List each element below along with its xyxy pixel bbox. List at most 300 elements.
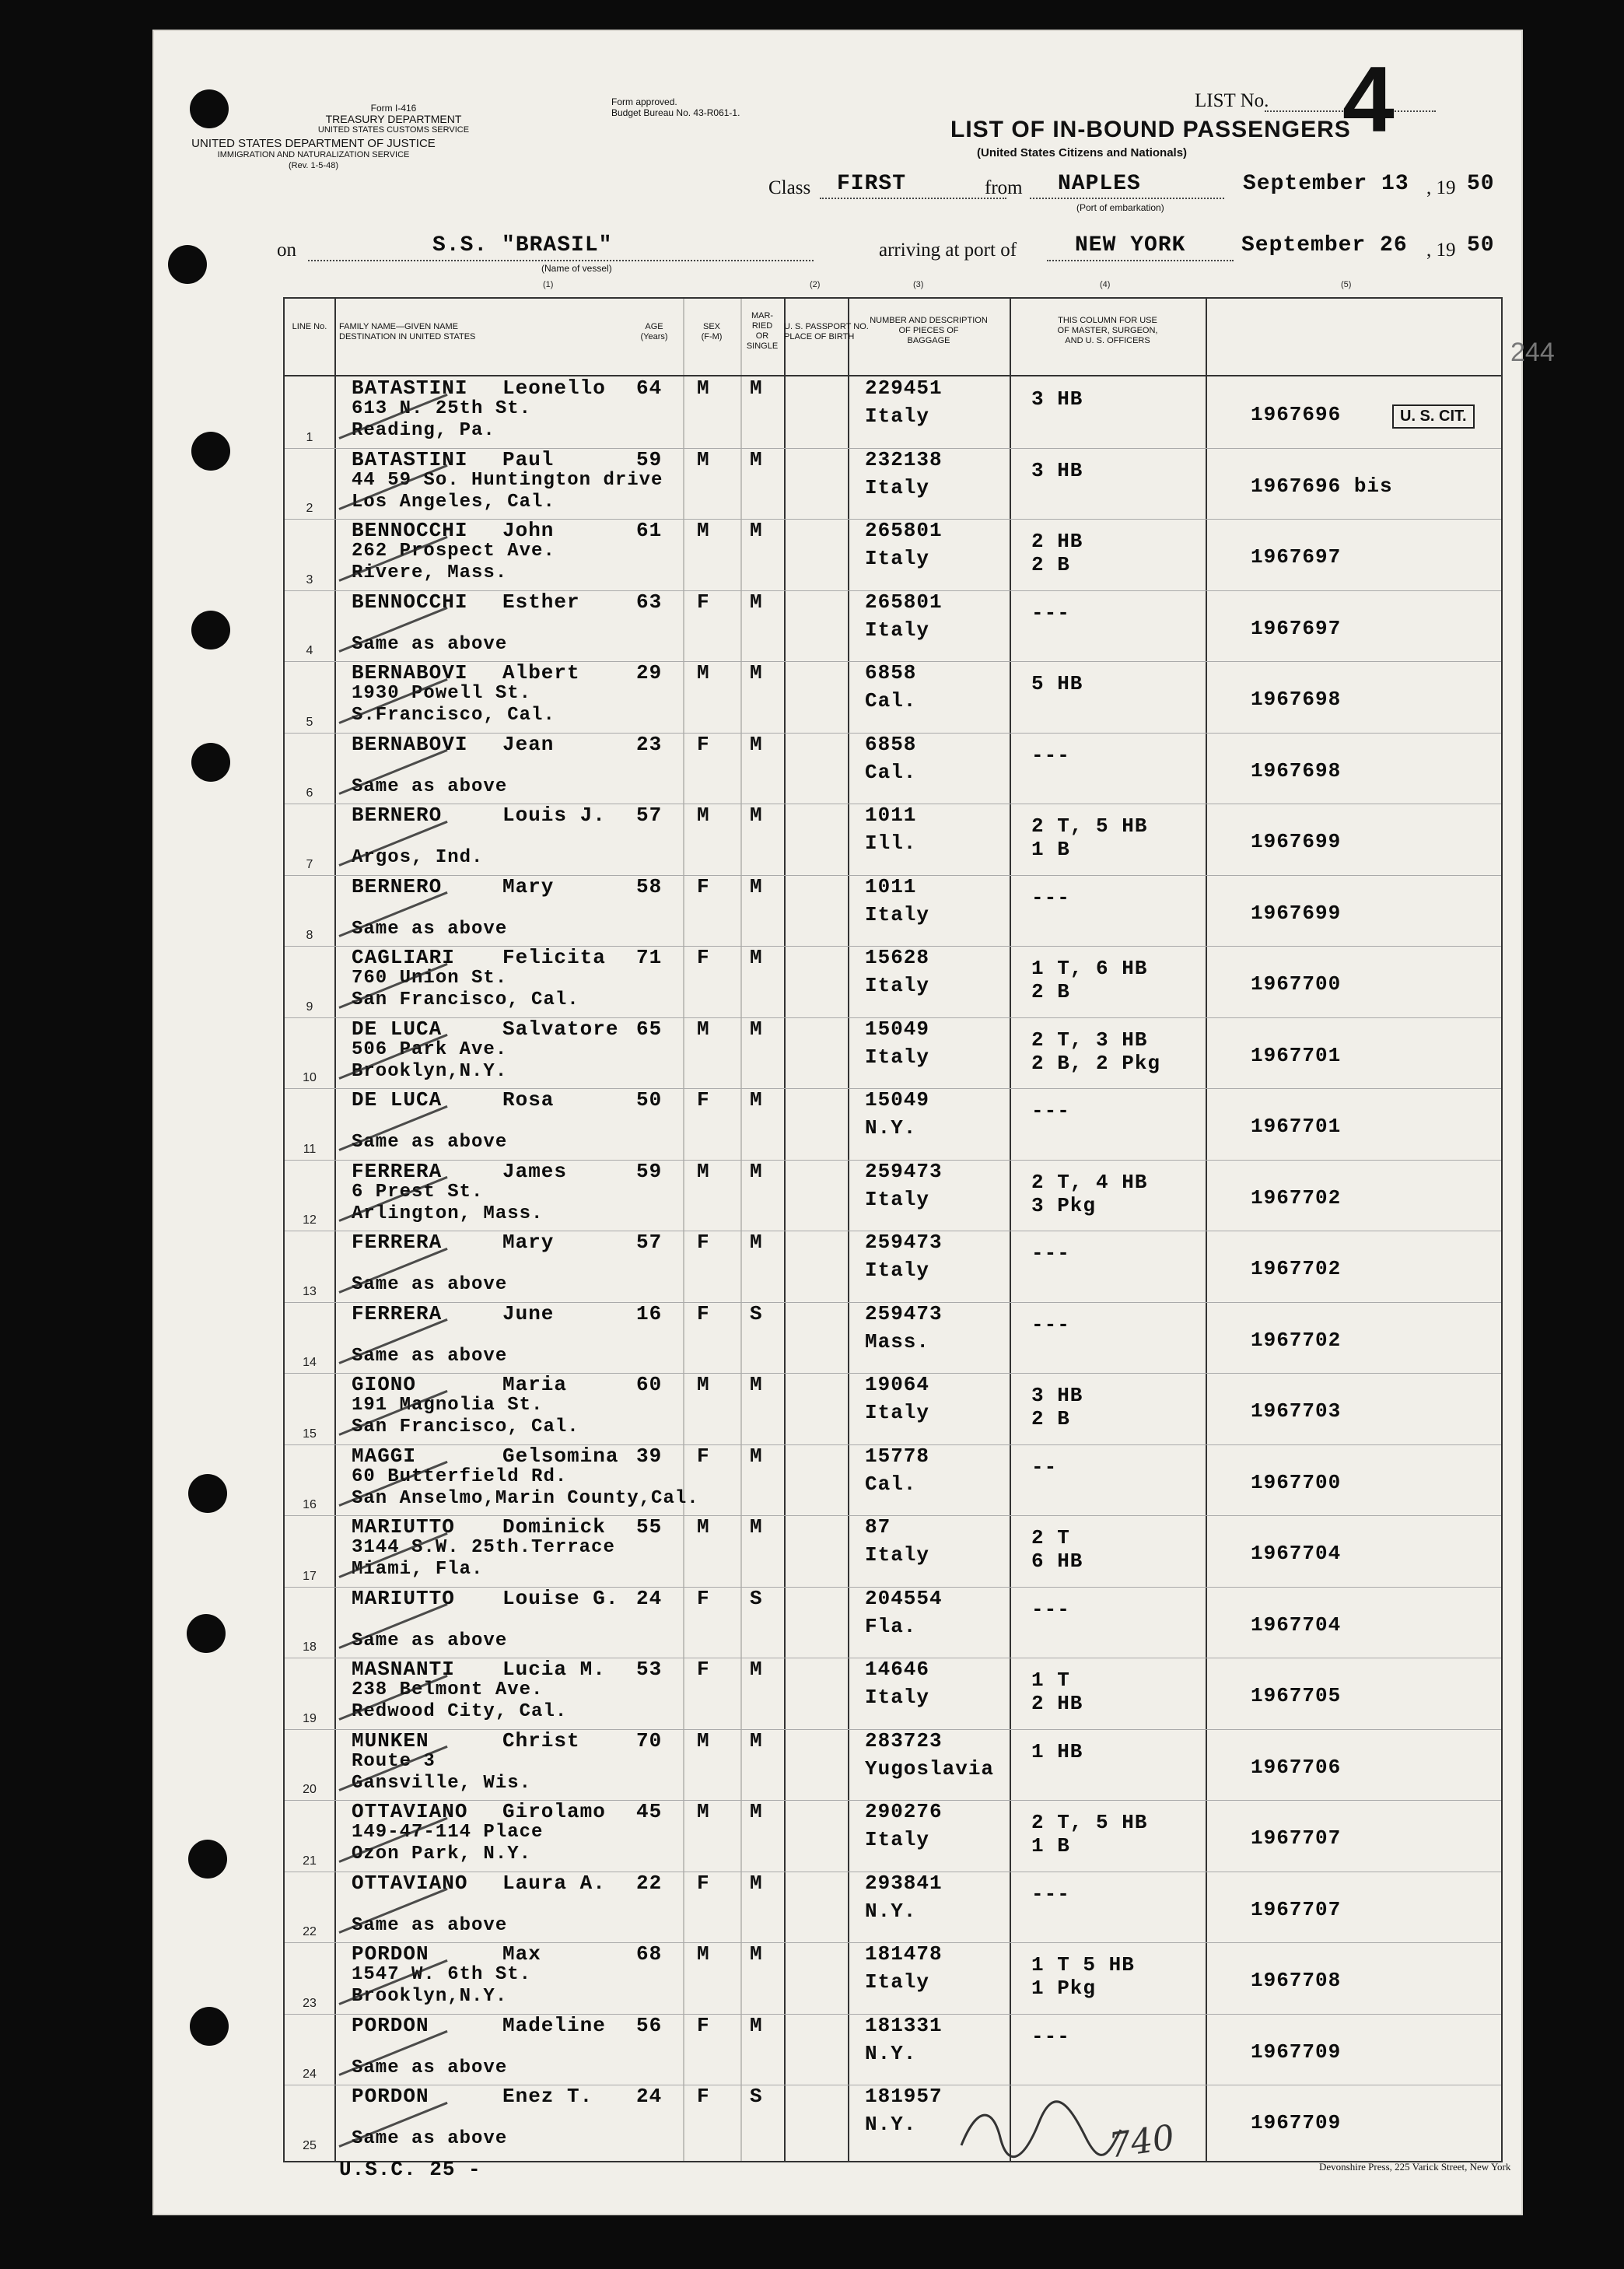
table-row	[285, 1088, 1501, 1160]
sex: M	[697, 1373, 710, 1396]
given-name: Christ	[502, 1728, 580, 1753]
baggage-line-1: 1 T 5 HB	[1031, 1953, 1135, 1977]
age: 55	[636, 1515, 663, 1539]
given-name: Enez T.	[502, 2085, 593, 2108]
place-of-birth: Italy	[865, 1045, 930, 1069]
header-name: FAMILY NAME—GIVEN NAME DESTINATION IN UNITED STATES	[339, 322, 476, 341]
baggage-line-2: 3 Pkg	[1031, 1193, 1097, 1217]
officer-number: 1967700	[1251, 972, 1342, 996]
given-name: Lucia M.	[502, 1658, 606, 1681]
given-name: Girolamo	[502, 1800, 606, 1823]
place-of-birth: Italy	[865, 974, 930, 997]
address-line-2: S.Francisco, Cal.	[352, 705, 555, 726]
table-row	[285, 1231, 1501, 1302]
sex: M	[697, 447, 710, 471]
address-line-2: Redwood City, Cal.	[352, 1701, 568, 1722]
passport-number: 14646	[865, 1658, 930, 1681]
list-number: 4	[1342, 47, 1395, 152]
officer-number: 1967709	[1251, 2040, 1342, 2064]
officer-number: 1967706	[1251, 1755, 1342, 1779]
punch-hole	[190, 2007, 229, 2046]
address-line-2: Argos, Ind.	[352, 847, 484, 868]
form-title: LIST OF IN-BOUND PASSENGERS	[950, 117, 1351, 142]
given-name: Rosa	[502, 1088, 555, 1112]
row-separator	[285, 1515, 1501, 1516]
passport-number: 259473	[865, 1301, 943, 1325]
baggage-line-2: 2 HB	[1031, 1692, 1083, 1715]
sex: M	[697, 519, 710, 542]
sex: M	[697, 1017, 710, 1041]
from-label: from	[985, 177, 1023, 198]
age: 61	[636, 519, 663, 542]
family-name: FERRERA	[352, 1301, 443, 1325]
sex: M	[697, 1800, 710, 1823]
punch-hole	[190, 89, 229, 128]
address-line-2: Same as above	[352, 1274, 508, 1295]
given-name: Paul	[502, 447, 555, 471]
sex: F	[697, 946, 710, 969]
officer-number: 1967699	[1251, 901, 1342, 925]
address-line-1: 506 Park Ave.	[352, 1038, 508, 1060]
officer-number: 1967708	[1251, 1969, 1342, 1992]
line-number: 16	[303, 1498, 317, 1511]
address-line-1: 44 59 So. Huntington drive	[352, 469, 663, 491]
address-line-2: Same as above	[352, 2128, 508, 2149]
table-row	[285, 448, 1501, 520]
table-row	[285, 1942, 1501, 2014]
baggage-line-1: ---	[1031, 743, 1070, 767]
line-number: 7	[306, 857, 313, 871]
age: 22	[636, 1871, 663, 1895]
given-name: Jean	[502, 732, 555, 756]
line-number: 10	[303, 1071, 317, 1084]
line-number: 15	[303, 1427, 317, 1441]
passport-number: 204554	[865, 1586, 943, 1610]
passport-number: 229451	[865, 376, 943, 400]
given-name: June	[502, 1301, 555, 1325]
table-row	[285, 519, 1501, 590]
embark-port-value: NAPLES	[1058, 172, 1141, 196]
address-line-2: Los Angeles, Cal.	[352, 491, 555, 513]
signature-number: 740	[1106, 2117, 1178, 2166]
us-citizen-stamp: U. S. CIT.	[1392, 404, 1475, 429]
family-name: MARIUTTO	[352, 1515, 455, 1539]
family-name: BENNOCCHI	[352, 519, 468, 542]
address-line-1: 60 Butterfield Rd.	[352, 1465, 568, 1487]
passport-number: 6858	[865, 661, 917, 685]
table-row	[285, 376, 1501, 448]
place-of-birth: Italy	[865, 547, 930, 570]
officer-number: 1967696 bis	[1251, 474, 1393, 498]
baggage-line-2: 1 B	[1031, 838, 1070, 861]
table-row	[285, 1800, 1501, 1872]
arrival-year-prefix: , 19	[1426, 240, 1456, 261]
line-number: 2	[306, 502, 313, 515]
address-line-2: Same as above	[352, 776, 508, 797]
sex: M	[697, 804, 710, 827]
marital-status: M	[750, 1871, 763, 1895]
passport-number: 283723	[865, 1728, 943, 1753]
on-label: on	[277, 240, 296, 261]
address-line-2: Same as above	[352, 918, 508, 940]
line-number: 5	[306, 715, 313, 729]
officer-number: 1967704	[1251, 1612, 1342, 1637]
officer-number: 1967700	[1251, 1470, 1342, 1494]
passport-number: 1011	[865, 804, 917, 827]
officer-number: 1967707	[1251, 1826, 1342, 1850]
form-approval	[611, 96, 740, 118]
line-number: 1	[306, 430, 313, 444]
arrival-year: 50	[1467, 233, 1495, 257]
baggage-line-1: ---	[1031, 1597, 1070, 1621]
marital-status: S	[750, 1301, 763, 1325]
marital-status: M	[750, 1728, 763, 1753]
form-approved: Form approved.	[611, 96, 677, 107]
family-name: PORDON	[352, 2013, 429, 2037]
address-line-2: San Francisco, Cal.	[352, 1416, 579, 1437]
family-name: FERRERA	[352, 1159, 443, 1183]
passport-number: 15778	[865, 1444, 930, 1468]
marital-status: M	[750, 376, 763, 400]
budget-bureau: Budget Bureau No. 43-R061-1.	[611, 107, 740, 118]
justice-dept: UNITED STATES DEPARTMENT OF JUSTICE	[191, 137, 436, 150]
header-officers: THIS COLUMN FOR USE OF MASTER, SURGEON, AND U. S. OFFICERS	[1057, 316, 1158, 345]
given-name: Dominick	[502, 1515, 606, 1539]
departure-year-prefix: , 19	[1426, 177, 1456, 198]
marital-status: M	[750, 1373, 763, 1396]
punch-hole	[188, 1474, 227, 1513]
passport-number: 259473	[865, 1159, 943, 1183]
marital-status: S	[750, 1586, 763, 1610]
address-line-2: Brooklyn,N.Y.	[352, 1060, 508, 1082]
given-name: Felicita	[502, 946, 606, 969]
line-number: 21	[303, 1854, 317, 1868]
marital-status: M	[750, 1800, 763, 1823]
family-name: GIONO	[352, 1373, 417, 1396]
officer-number: 1967697	[1251, 616, 1342, 640]
given-name: Maria	[502, 1373, 568, 1396]
marital-status: M	[750, 732, 763, 756]
sex: F	[697, 874, 710, 898]
baggage-line-1: ---	[1031, 1312, 1070, 1336]
sex: M	[697, 1942, 710, 1966]
place-of-birth: Ill.	[865, 832, 917, 855]
sex: F	[697, 2085, 710, 2108]
header-married: MAR- RIED OR SINGLE	[746, 311, 779, 351]
place-of-birth: Mass.	[865, 1329, 930, 1353]
header-sex: SEX (F-M)	[701, 322, 723, 341]
age: 56	[636, 2013, 663, 2037]
age: 39	[636, 1444, 663, 1468]
officer-number: 1967703	[1251, 1399, 1342, 1423]
age: 53	[636, 1658, 663, 1681]
address-line-2: Same as above	[352, 1630, 508, 1651]
table-row	[285, 875, 1501, 947]
address-line-2: Miami, Fla.	[352, 1559, 484, 1580]
family-name: BATASTINI	[352, 447, 468, 471]
passport-number: 181478	[865, 1942, 943, 1966]
baggage-line-1: --	[1031, 1455, 1058, 1479]
officer-number: 1967701	[1251, 1043, 1342, 1067]
form-subtitle: (United States Citizens and Nationals)	[977, 146, 1188, 159]
marital-status: M	[750, 1444, 763, 1468]
place-of-birth: Italy	[865, 1543, 930, 1567]
baggage-line-1: 3 HB	[1031, 387, 1083, 411]
place-of-birth: N.Y.	[865, 1116, 917, 1140]
line-number: 3	[306, 573, 313, 587]
age: 57	[636, 804, 663, 827]
vessel-name: S.S. "BRASIL"	[432, 233, 613, 257]
place-of-birth: Italy	[865, 1686, 930, 1709]
age: 71	[636, 946, 663, 969]
family-name: CAGLIARI	[352, 946, 455, 969]
printer-imprint: Devonshire Press, 225 Varick Street, New York	[1319, 2161, 1511, 2173]
form-header-justice	[152, 138, 474, 171]
form-header-left	[277, 103, 510, 135]
sex: F	[697, 1871, 710, 1895]
marital-status: M	[750, 1942, 763, 1966]
table-row	[285, 590, 1501, 662]
baggage-line-2: 1 B	[1031, 1834, 1070, 1858]
address-line-2: Same as above	[352, 2057, 508, 2078]
passport-number: 290276	[865, 1800, 943, 1823]
given-name: Madeline	[502, 2013, 606, 2037]
table-row	[285, 1515, 1501, 1587]
place-of-birth: N.Y.	[865, 2113, 917, 2136]
treasury-dept: TREASURY DEPARTMENT	[325, 113, 462, 125]
marital-status: M	[750, 946, 763, 969]
place-of-birth: Yugoslavia	[865, 1756, 995, 1781]
marital-status: M	[750, 1515, 763, 1539]
officer-number: 1967696	[1251, 403, 1342, 426]
table-row	[285, 733, 1501, 804]
col-num-3: (3)	[913, 280, 924, 289]
marital-status: M	[750, 447, 763, 471]
age: 24	[636, 1586, 663, 1610]
baggage-line-2: 2 B	[1031, 1407, 1070, 1430]
marital-status: M	[750, 661, 763, 685]
sex: F	[697, 1658, 710, 1681]
officer-number: 1967699	[1251, 830, 1342, 853]
baggage-line-1: ---	[1031, 2024, 1070, 2048]
table-row	[285, 661, 1501, 733]
family-name: OTTAVIANO	[352, 1800, 468, 1823]
line-number: 18	[303, 1640, 317, 1654]
arriving-label: arriving at port of	[879, 240, 1017, 261]
col-num-4: (4)	[1100, 280, 1111, 289]
baggage-line-1: ---	[1031, 1099, 1070, 1122]
address-line-2: Same as above	[352, 1914, 508, 1936]
place-of-birth: Italy	[865, 902, 930, 926]
given-name: John	[502, 519, 555, 542]
given-name: Louise G.	[502, 1586, 619, 1610]
sex: M	[697, 661, 710, 685]
baggage-line-1: 2 T, 4 HB	[1031, 1170, 1148, 1194]
arrival-date: September 26	[1241, 233, 1408, 257]
place-of-birth: Cal.	[865, 689, 917, 713]
officer-number: 1967702	[1251, 1257, 1342, 1280]
marital-status: M	[750, 1017, 763, 1041]
place-of-birth: Fla.	[865, 1614, 917, 1638]
line-number: 22	[303, 1925, 317, 1938]
place-of-birth: Italy	[865, 1259, 930, 1282]
officer-number: 1967698	[1251, 758, 1342, 783]
sex: F	[697, 732, 710, 756]
passport-number: 15628	[865, 946, 930, 969]
line-number: 11	[303, 1142, 317, 1156]
officer-number: 1967698	[1251, 688, 1342, 711]
family-name: BERNERO	[352, 804, 443, 827]
officer-number: 1967702	[1251, 1185, 1342, 1210]
place-of-birth: Italy	[865, 404, 930, 428]
officer-number: 1967707	[1251, 1897, 1342, 1921]
baggage-line-1: 3 HB	[1031, 1384, 1083, 1407]
sex: F	[697, 1231, 710, 1254]
passenger-table	[283, 297, 1503, 2162]
age: 29	[636, 661, 663, 685]
given-name: Louis J.	[502, 804, 606, 827]
line-number: 13	[303, 1284, 317, 1298]
table-row	[285, 1658, 1501, 1729]
baggage-line-2: 6 HB	[1031, 1549, 1083, 1573]
line-number: 25	[303, 2138, 317, 2152]
passport-number: 19064	[865, 1373, 930, 1396]
family-name: MARIUTTO	[352, 1586, 455, 1610]
baggage-line-1: 1 T	[1031, 1668, 1070, 1692]
address-line-2: Gansville, Wis.	[352, 1772, 532, 1794]
line-number: 6	[306, 786, 313, 800]
address-line-1: 613 N. 25th St.	[352, 398, 532, 419]
line-number: 19	[303, 1711, 317, 1725]
family-name: BERNABOVI	[352, 661, 468, 685]
place-of-birth: Italy	[865, 1187, 930, 1211]
footer-code: U.S.C. 25 -	[339, 2158, 481, 2181]
passport-number: 181957	[865, 2085, 943, 2108]
family-name: BATASTINI	[352, 376, 468, 400]
sex: F	[697, 1586, 710, 1610]
passport-number: 1011	[865, 874, 917, 898]
form-number: Form I-416	[370, 103, 417, 114]
passport-number: 265801	[865, 590, 943, 614]
line-number: 17	[303, 1569, 317, 1583]
officer-number: 1967704	[1251, 1542, 1342, 1565]
baggage-line-1: 2 T, 5 HB	[1031, 814, 1148, 838]
passport-number: 181331	[865, 2013, 943, 2037]
age: 64	[636, 376, 663, 400]
passport-number: 6858	[865, 732, 917, 756]
header-line-no: LINE No.	[292, 322, 327, 331]
place-of-birth: Cal.	[865, 1472, 917, 1496]
family-name: FERRERA	[352, 1231, 443, 1254]
given-name: Salvatore	[502, 1017, 619, 1041]
table-row	[285, 2014, 1501, 2085]
sex: F	[697, 2013, 710, 2037]
age: 59	[636, 447, 663, 471]
passport-number: 293841	[865, 1871, 943, 1895]
family-name: BENNOCCHI	[352, 590, 468, 614]
class-line	[820, 198, 1006, 199]
age: 23	[636, 732, 663, 756]
place-of-birth: Italy	[865, 1828, 930, 1851]
passenger-list-page	[152, 30, 1555, 2215]
family-name: OTTAVIANO	[352, 1871, 468, 1895]
given-name: Leonello	[502, 376, 606, 400]
line-number: 24	[303, 2068, 317, 2081]
passport-number: 15049	[865, 1088, 930, 1112]
place-of-birth: N.Y.	[865, 2041, 917, 2065]
marital-status: M	[750, 1159, 763, 1183]
table-row	[285, 1872, 1501, 1943]
address-line-1: 1547 W. 6th St.	[352, 1964, 532, 1985]
baggage-line-1: 2 T, 5 HB	[1031, 1811, 1148, 1834]
address-line-1: 149-47-114 Place	[352, 1822, 544, 1843]
given-name: James	[502, 1159, 568, 1183]
passport-number: 259473	[865, 1231, 943, 1254]
address-line-1: Route 3	[352, 1750, 436, 1772]
marital-status: S	[750, 2085, 763, 2108]
passport-number: 15049	[865, 1017, 930, 1041]
age: 68	[636, 1942, 663, 1966]
table-row	[285, 2085, 1501, 2156]
punch-hole	[168, 245, 207, 284]
officer-number: 1967705	[1251, 1684, 1342, 1707]
table-row	[285, 1587, 1501, 1658]
officer-number: 1967702	[1251, 1328, 1342, 1352]
table-row	[285, 1729, 1501, 1801]
table-row	[285, 1017, 1501, 1089]
age: 65	[636, 1017, 663, 1041]
place-of-birth: Italy	[865, 1970, 930, 1994]
age: 16	[636, 1301, 663, 1325]
baggage-line-1: 5 HB	[1031, 672, 1083, 695]
table-row	[285, 804, 1501, 875]
arrival-port: NEW YORK	[1075, 233, 1186, 257]
place-of-birth: Cal.	[865, 760, 917, 784]
sex: F	[697, 1301, 710, 1325]
address-line-2: Same as above	[352, 1132, 508, 1153]
line-number: 23	[303, 1996, 317, 2010]
sex: M	[697, 376, 710, 400]
table-row	[285, 1160, 1501, 1231]
sex: F	[697, 1444, 710, 1468]
baggage-line-2: 2 B	[1031, 980, 1070, 1003]
given-name: Mary	[502, 874, 555, 898]
officer-signature	[954, 2099, 1125, 2169]
table-row	[285, 1373, 1501, 1444]
line-number: 14	[303, 1356, 317, 1369]
passport-number: 87	[865, 1515, 891, 1539]
officer-number: 1967697	[1251, 545, 1342, 569]
age: 50	[636, 1088, 663, 1112]
class-label: Class	[768, 177, 811, 198]
line-number: 20	[303, 1783, 317, 1796]
baggage-line-1: 3 HB	[1031, 458, 1083, 482]
from-line	[1030, 198, 1224, 199]
line-number: 12	[303, 1213, 317, 1227]
address-line-1: 6 Prest St.	[352, 1181, 484, 1203]
passport-number: 265801	[865, 519, 943, 542]
age: 60	[636, 1373, 663, 1396]
age: 24	[636, 2085, 663, 2108]
marital-status: M	[750, 1231, 763, 1254]
address-line-2: Reading, Pa.	[352, 420, 495, 441]
baggage-line-1: ---	[1031, 1882, 1070, 1906]
address-line-1: 191 Magnolia St.	[352, 1395, 544, 1416]
line-number: 8	[306, 929, 313, 942]
marital-status: M	[750, 590, 763, 614]
sex: M	[697, 1159, 710, 1183]
vessel-line	[308, 260, 814, 261]
